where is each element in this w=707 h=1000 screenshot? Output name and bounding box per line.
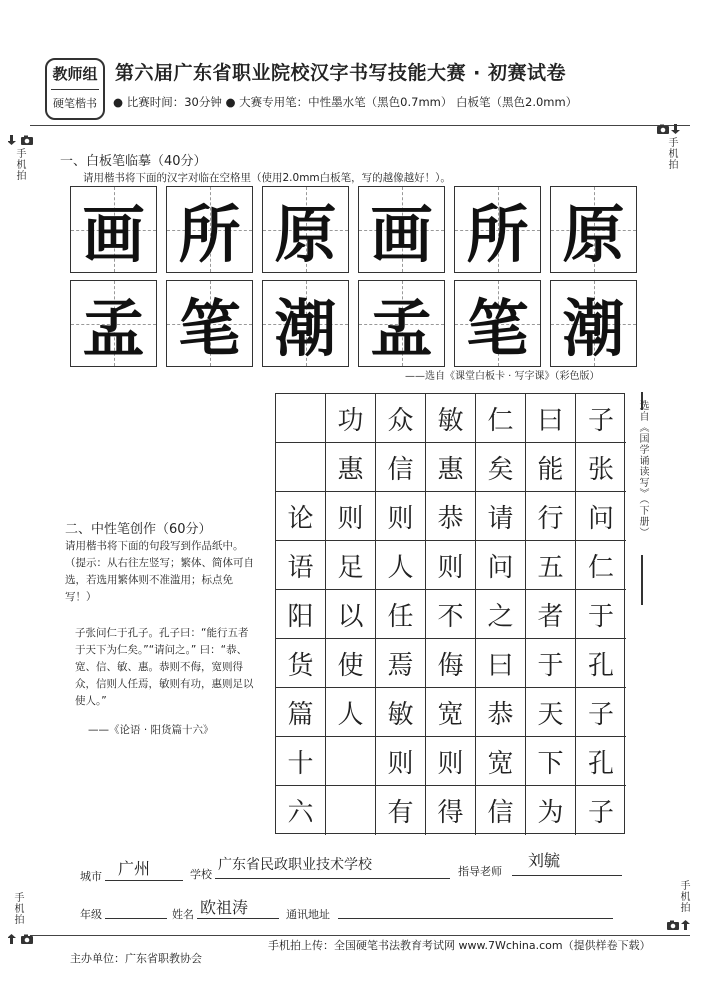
upload-text: 手机拍上传：全国硬笔书法教育考试网 www.7Wchina.com（提供样卷下载） <box>268 939 651 952</box>
writing-grid <box>275 393 625 834</box>
grid-cell: 焉 <box>376 639 426 688</box>
source-bar-bottom <box>641 555 643 605</box>
grid-cell: 孔 <box>576 737 626 786</box>
name-value: 欧祖涛 <box>200 898 249 917</box>
grid-cell: 请 <box>476 492 526 541</box>
grid-cell: 信 <box>476 786 526 835</box>
grid-cell: 矣 <box>476 443 526 492</box>
grid-cell: 张 <box>576 443 626 492</box>
copy-character: 笔 <box>178 292 241 365</box>
copy-cell <box>454 186 541 273</box>
grid-cell: 曰 <box>526 394 576 443</box>
school-underline <box>215 878 450 879</box>
grid-cell: 敏 <box>426 394 476 443</box>
grid-cell: 五 <box>526 541 576 590</box>
grid-cell: 惠 <box>426 443 476 492</box>
copy-character: 所 <box>466 198 529 271</box>
copy-character: 所 <box>178 198 241 271</box>
whiteboard-copy-area <box>70 186 645 366</box>
grid-cell: 侮 <box>426 639 476 688</box>
section1-instruction: 请用楷书将下面的汉字对临在空格里（使用2.0mm白板笔，写的越像越好！）。 <box>83 172 451 184</box>
grid-cell: 信 <box>376 443 426 492</box>
section1-source: ——选自《课堂白板卡 · 写字课》（彩色版） <box>405 371 600 382</box>
grade-label: 年级 <box>80 908 102 921</box>
copy-character: 画 <box>82 198 145 271</box>
grid-cell: 人 <box>376 541 426 590</box>
school-label: 学校 <box>190 868 212 881</box>
exam-meta: ● 比赛时间：30分钟 ● 大赛专用笔：中性墨水笔（黑色0.7mm） 白板笔（黑色2.0mm） <box>113 95 578 109</box>
grid-cell: 语 <box>276 541 326 590</box>
copy-cell <box>550 186 637 273</box>
side-label-top-left: 手机拍 <box>14 148 25 181</box>
copy-character: 潮 <box>562 292 625 365</box>
grid-cell: 子 <box>587 798 614 828</box>
grid-cell: 于 <box>526 639 576 688</box>
grid-cell: 足 <box>326 541 376 590</box>
copy-cell <box>262 186 349 273</box>
city-label: 城市 <box>80 870 102 883</box>
grid-cell: 功 <box>326 394 376 443</box>
grid-cell: 敏 <box>376 688 426 737</box>
grid-cell: 孔 <box>576 639 626 688</box>
grid-cell: 行 <box>526 492 576 541</box>
grid-cell <box>326 786 376 835</box>
footer-divider <box>30 935 690 936</box>
copy-cell <box>166 186 253 273</box>
school-value: 广东省民政职业技术学校 <box>218 857 372 873</box>
copy-character: 潮 <box>274 292 337 365</box>
copy-cell <box>358 186 445 273</box>
grid-cell: 子 <box>576 688 626 737</box>
passage-source: ——《论语 · 阳货篇十六》 <box>88 724 214 736</box>
header-divider <box>30 125 690 126</box>
name-underline <box>197 918 279 919</box>
side-label-top-right: 手机拍 <box>666 137 677 170</box>
teacher-group-badge <box>45 58 105 120</box>
badge-divider <box>51 89 99 90</box>
grid-cell <box>276 443 326 492</box>
copy-character: 孟 <box>82 292 145 365</box>
address-label: 通讯地址 <box>286 908 330 921</box>
grid-cell: 阳 <box>276 590 326 639</box>
grid-cell: 之 <box>476 590 526 639</box>
grid-cell: 恭 <box>426 492 476 541</box>
grid-cell: 于 <box>576 590 626 639</box>
copy-character: 原 <box>562 198 625 271</box>
grid-cell: 下 <box>526 737 576 786</box>
grid-cell: 则 <box>326 492 376 541</box>
section2-instruction: 请用楷书将下面的句段写到作品纸中。（提示：从右往左竖写；繁体、简体可自选，若选用繁体则不准滥用；标点免写！） <box>65 540 254 603</box>
grid-cell: 则 <box>376 492 426 541</box>
grid-cell: 仁 <box>576 541 626 590</box>
teacher-label: 指导老师 <box>458 865 502 878</box>
badge-top-label: 教师组 <box>52 65 98 83</box>
grid-cell: 宽 <box>476 737 526 786</box>
grid-cell: 十 <box>276 737 326 786</box>
passage-text: 子张问仁于孔子。孔子曰：“能行五者于天下为仁矣。”“请问之。” 曰：“恭、宽、信、敏、惠。恭则不侮，宽则得众，信则人任焉，敏则有功，惠则足以使人。” <box>75 627 254 707</box>
grid-cell: 不 <box>426 590 476 639</box>
badge-bottom-label: 硬笔楷书 <box>53 97 97 110</box>
grid-cell: 六 <box>276 786 326 835</box>
grid-cell: 得 <box>426 786 476 835</box>
grid-cell: 能 <box>526 443 576 492</box>
grid-cell: 则 <box>426 737 476 786</box>
copy-cell <box>358 280 445 367</box>
grid-cell: 人 <box>326 688 376 737</box>
copy-cell <box>262 280 349 367</box>
grid-cell: 为 <box>526 786 576 835</box>
grid-cell: 曰 <box>476 639 526 688</box>
side-label-bottom-left: 手机拍 <box>12 892 23 925</box>
copy-character: 画 <box>370 198 433 271</box>
address-underline <box>338 918 613 919</box>
grid-cell <box>276 394 326 443</box>
grid-cell: 以 <box>326 590 376 639</box>
copy-cell <box>166 280 253 367</box>
grid-cell <box>326 737 376 786</box>
exam-title: 第六届广东省职业院校汉字书写技能大赛 · 初赛试卷 <box>115 62 566 84</box>
copy-cell <box>70 280 157 367</box>
name-label: 姓名 <box>172 908 194 921</box>
camera-icon <box>666 916 692 935</box>
grid-cell: 有 <box>376 786 426 835</box>
grid-cell: 论 <box>276 492 326 541</box>
grid-cell: 者 <box>526 590 576 639</box>
grid-cell: 篇 <box>276 688 326 737</box>
grid-cell: 惠 <box>326 443 376 492</box>
grid-cell: 使 <box>326 639 376 688</box>
city-underline <box>105 880 183 881</box>
grid-cell: 则 <box>426 541 476 590</box>
grid-cell: 天 <box>526 688 576 737</box>
copy-cell <box>454 280 541 367</box>
camera-icon <box>8 930 34 949</box>
section2-heading: 二、中性笔创作（60分） <box>65 522 212 537</box>
teacher-value: 刘毓 <box>528 851 561 870</box>
organizer-text: 主办单位：广东省职教协会 <box>70 952 202 965</box>
copy-character: 原 <box>274 198 337 271</box>
copy-character: 孟 <box>370 292 433 365</box>
grid-cell: 子 <box>576 394 626 443</box>
section1-heading: 一、白板笔临摹（40分） <box>60 154 207 169</box>
grid-cell: 问 <box>476 541 526 590</box>
grid-cell: 恭 <box>476 688 526 737</box>
grid-cell: 问 <box>576 492 626 541</box>
grade-underline <box>105 918 167 919</box>
grid-cell: 众 <box>376 394 426 443</box>
teacher-underline <box>512 875 622 876</box>
grid-cell: 货 <box>276 639 326 688</box>
grid-cell: 宽 <box>426 688 476 737</box>
copy-character: 笔 <box>466 292 529 365</box>
side-label-bottom-right: 手机拍 <box>678 880 689 913</box>
grid-cell: 仁 <box>476 394 526 443</box>
copy-cell <box>70 186 157 273</box>
copy-cell <box>550 280 637 367</box>
grid-cell: 任 <box>376 590 426 639</box>
city-value: 广州 <box>118 859 151 878</box>
grid-cell: 则 <box>376 737 426 786</box>
vertical-source: 选自《国学诵读写》（下册） <box>637 400 648 538</box>
